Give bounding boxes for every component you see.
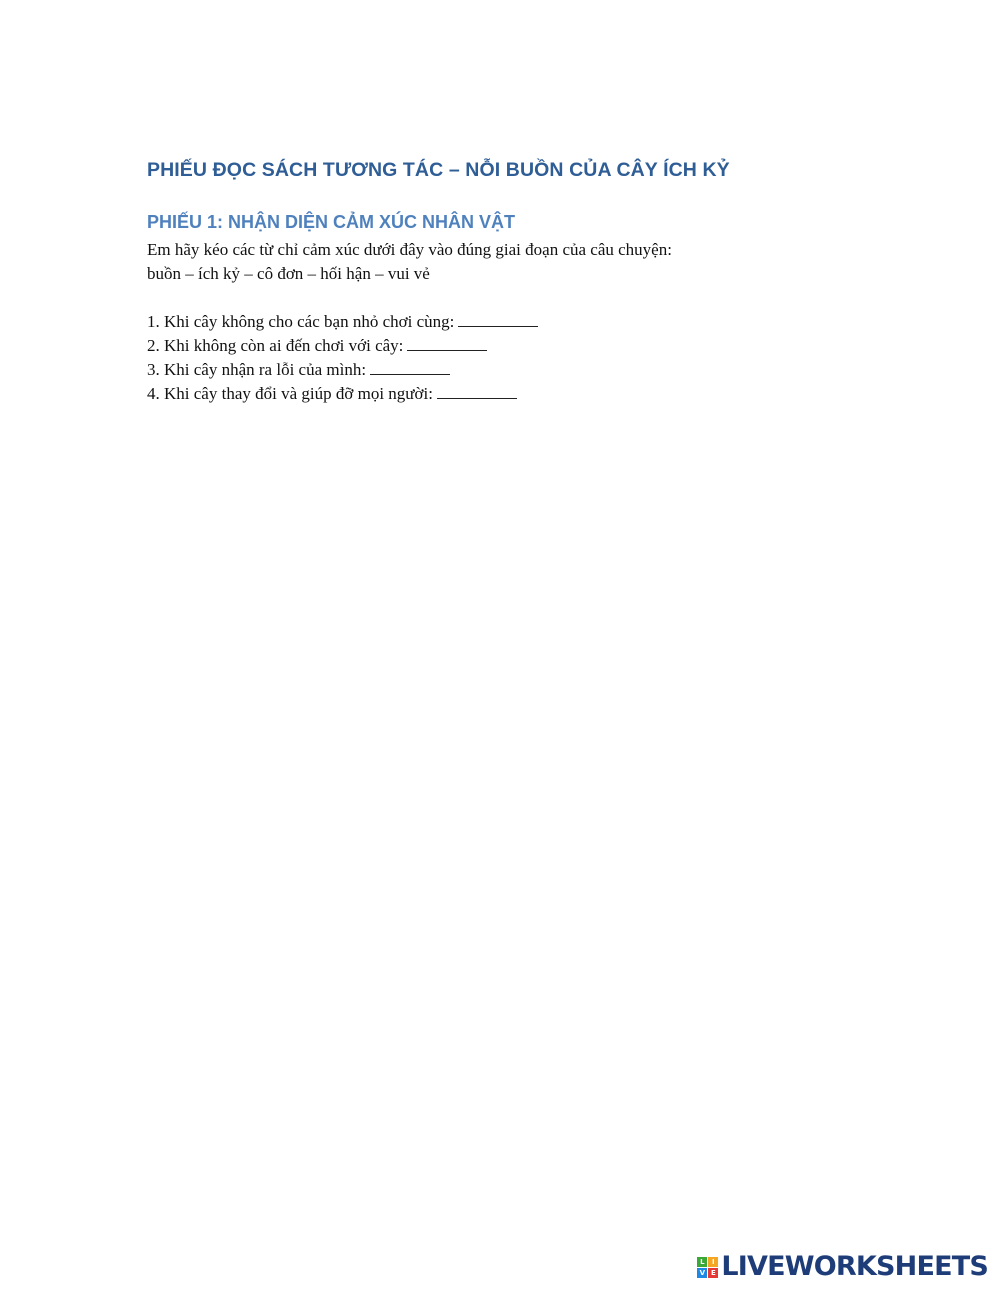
answer-blank-4[interactable] [437, 384, 517, 399]
logo-mark-letter: L [697, 1257, 707, 1267]
logo-text: LIVEWORKSHEETS [721, 1251, 988, 1282]
answer-blank-2[interactable] [407, 336, 487, 351]
instruction-text: Em hãy kéo các từ chỉ cảm xúc dưới đây vào đúng giai đoạn của câu chuyện: [147, 240, 672, 259]
logo-mark-letter: E [708, 1268, 718, 1278]
spacer [147, 286, 847, 310]
question-text: 2. Khi không còn ai đến chơi với cây: [147, 336, 404, 355]
answer-blank-1[interactable] [458, 312, 538, 327]
logo-mark-letter: V [697, 1268, 707, 1278]
question-row [147, 310, 847, 334]
worksheet-title: PHIẾU ĐỌC SÁCH TƯƠNG TÁC – NỖI BUỒN CỦA CÂY ÍCH KỶ [147, 159, 730, 181]
question-text: 1. Khi cây không cho các bạn nhỏ chơi cùng: [147, 312, 455, 331]
question-row [147, 358, 847, 382]
question-text: 3. Khi cây nhận ra lỗi của mình: [147, 360, 367, 379]
worksheet-content [147, 155, 847, 406]
word-bank: buồn – ích kỷ – cô đơn – hối hận – vui vẻ [147, 264, 430, 283]
logo-mark-letter: I [708, 1257, 718, 1267]
question-text: 4. Khi cây thay đổi và giúp đỡ mọi người: [147, 384, 433, 403]
question-row [147, 334, 847, 358]
liveworksheets-logo[interactable] [697, 1252, 988, 1282]
question-row [147, 382, 847, 406]
logo-mark-icon [697, 1257, 718, 1278]
section-subtitle: PHIẾU 1: NHẬN DIỆN CẢM XÚC NHÂN VẬT [147, 212, 516, 232]
answer-blank-3[interactable] [370, 360, 450, 375]
